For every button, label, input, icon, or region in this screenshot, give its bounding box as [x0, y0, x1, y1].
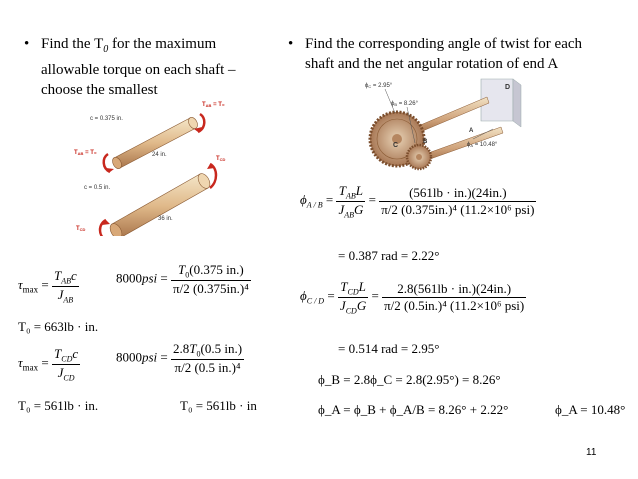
label-phi-c: ϕC = 2.95°	[365, 83, 393, 89]
label-c1: c = 0.375 in.	[90, 116, 123, 122]
frac-phi-ab-values: $\frac{(561lb \cdot in.)(24in.)}{\text{π/2 (0.375in.)⁴ (11.2×10⁶ psi)}}$	[381, 184, 535, 217]
label-tcd-right: TCD	[216, 156, 226, 162]
left-bullet-line1: Find the $T_0$ for the maximum	[41, 36, 217, 55]
eq-8000-ab: 8000psi = $\frac{T_0(0.375 in.)}{\text{π/2 (0.375in.)⁴}}$	[116, 262, 249, 296]
label-a: A	[469, 128, 474, 134]
left-bullet-line2: allowable torque on each shaft –	[41, 62, 236, 78]
page-number: 11	[586, 447, 597, 458]
eq-8000-cd: 8000psi = $\frac{2.8T_0(0.5 in.)}{\text{π/2 (0.5 in.)⁴}}$	[116, 341, 243, 375]
eq-phi-a-final: ϕ_A = 10.48°	[555, 402, 626, 417]
eq-phi-ab-result: = 0.387 rad = 2.22°	[338, 248, 440, 263]
label-tab-t0-top: TAB = T₀	[202, 102, 225, 108]
eq-phi-b: ϕ_B = 2.8ϕ_C = 2.8(2.95°) = 8.26°	[318, 372, 501, 387]
gear-shaft-figure	[355, 77, 540, 197]
eq-phi-cd-result: = 0.514 rad = 2.95°	[338, 341, 440, 356]
lower-shaft	[108, 172, 213, 236]
upper-shaft	[111, 116, 200, 170]
label-d: D	[505, 84, 511, 91]
label-b: B	[423, 139, 428, 145]
left-bullet	[24, 34, 284, 100]
label-tab-left: TAB = T₀	[74, 150, 97, 156]
label-len2: 36 in.	[158, 216, 173, 222]
label-tcd-left: TCD	[76, 226, 86, 232]
left-bullet-line3: choose the smallest	[41, 82, 158, 98]
eq-t0-663: T₀ = 663lb · in.	[18, 319, 99, 334]
label-phi-b: ϕB = 8.26°	[391, 101, 418, 107]
eq-tau-cd: $\tau_{max}$ = $\frac{T_{CD}c}{J_{CD}}$	[18, 346, 79, 383]
right-bullet-line1: Find the corresponding angle of twist for each	[305, 36, 583, 52]
eq-phi-ab: $\phi_{A / B}$ = $\frac{T_{AB}L}{J_{AB}G}$ = $\frac{(561lb \cdot in.)(24in.)}{\text{π/2 (0.375in.)⁴ (11.2×10⁶ psi)}}$	[300, 183, 535, 220]
frac-28t0-05: $\frac{2.8T_0(0.5 in.)}{\text{π/2 (0.5 in.)⁴}}$	[173, 341, 243, 375]
frac-tab-l: $\frac{T_{AB}L}{J_{AB}G}$	[338, 183, 364, 220]
bullet-dot: •	[24, 36, 30, 52]
eq-t0-561-a: T₀ = 561lb · in.	[18, 398, 99, 413]
eq-t0-561-b: T₀ = 561lb · in	[180, 398, 257, 413]
frac-t0-0375: $\frac{T_0(0.375 in.)}{\text{π/2 (0.375in.)⁴}}$	[173, 262, 249, 296]
shafts-figure	[72, 96, 237, 236]
gear-b	[407, 145, 431, 169]
label-c: C	[393, 142, 399, 149]
frac-tab-c-jab: $\frac{T_{AB}c}{J_{AB}}$	[54, 268, 77, 305]
frac-phi-cd-values: $\frac{2.8(561lb \cdot in.)(24in.)}{\text{π/2 (0.5in.)⁴ (11.2×10⁶ psi)}}$	[384, 280, 525, 313]
label-phi-a: ϕA = 10.48°	[467, 142, 498, 148]
right-bullet	[288, 34, 633, 74]
eq-phi-a: ϕ_A = ϕ_B + ϕ_A/B = 8.26° + 2.22°	[318, 402, 509, 417]
label-c2: c = 0.5 in.	[84, 185, 111, 191]
frac-tcd-c-jcd: $\frac{T_{CD}c}{J_{CD}}$	[54, 346, 79, 383]
frac-tcd-l: $\frac{T_{CD}L}{J_{CD}G}$	[339, 279, 367, 316]
bullet-dot: •	[288, 36, 294, 52]
right-bullet-line2: shaft and the net angular rotation of end A	[305, 56, 559, 72]
eq-phi-cd: $\phi_{C / D}$ = $\frac{T_{CD}L}{J_{CD}G}$ = $\frac{2.8(561lb \cdot in.)(24in.)}{\text{π/2 (0.5in.)⁴ (11.2×10⁶ psi)}}$	[300, 279, 525, 316]
eq-tau-ab: $\tau_{max}$ = $\frac{T_{AB}c}{J_{AB}}$	[18, 268, 77, 305]
label-len1: 24 in.	[152, 152, 167, 158]
